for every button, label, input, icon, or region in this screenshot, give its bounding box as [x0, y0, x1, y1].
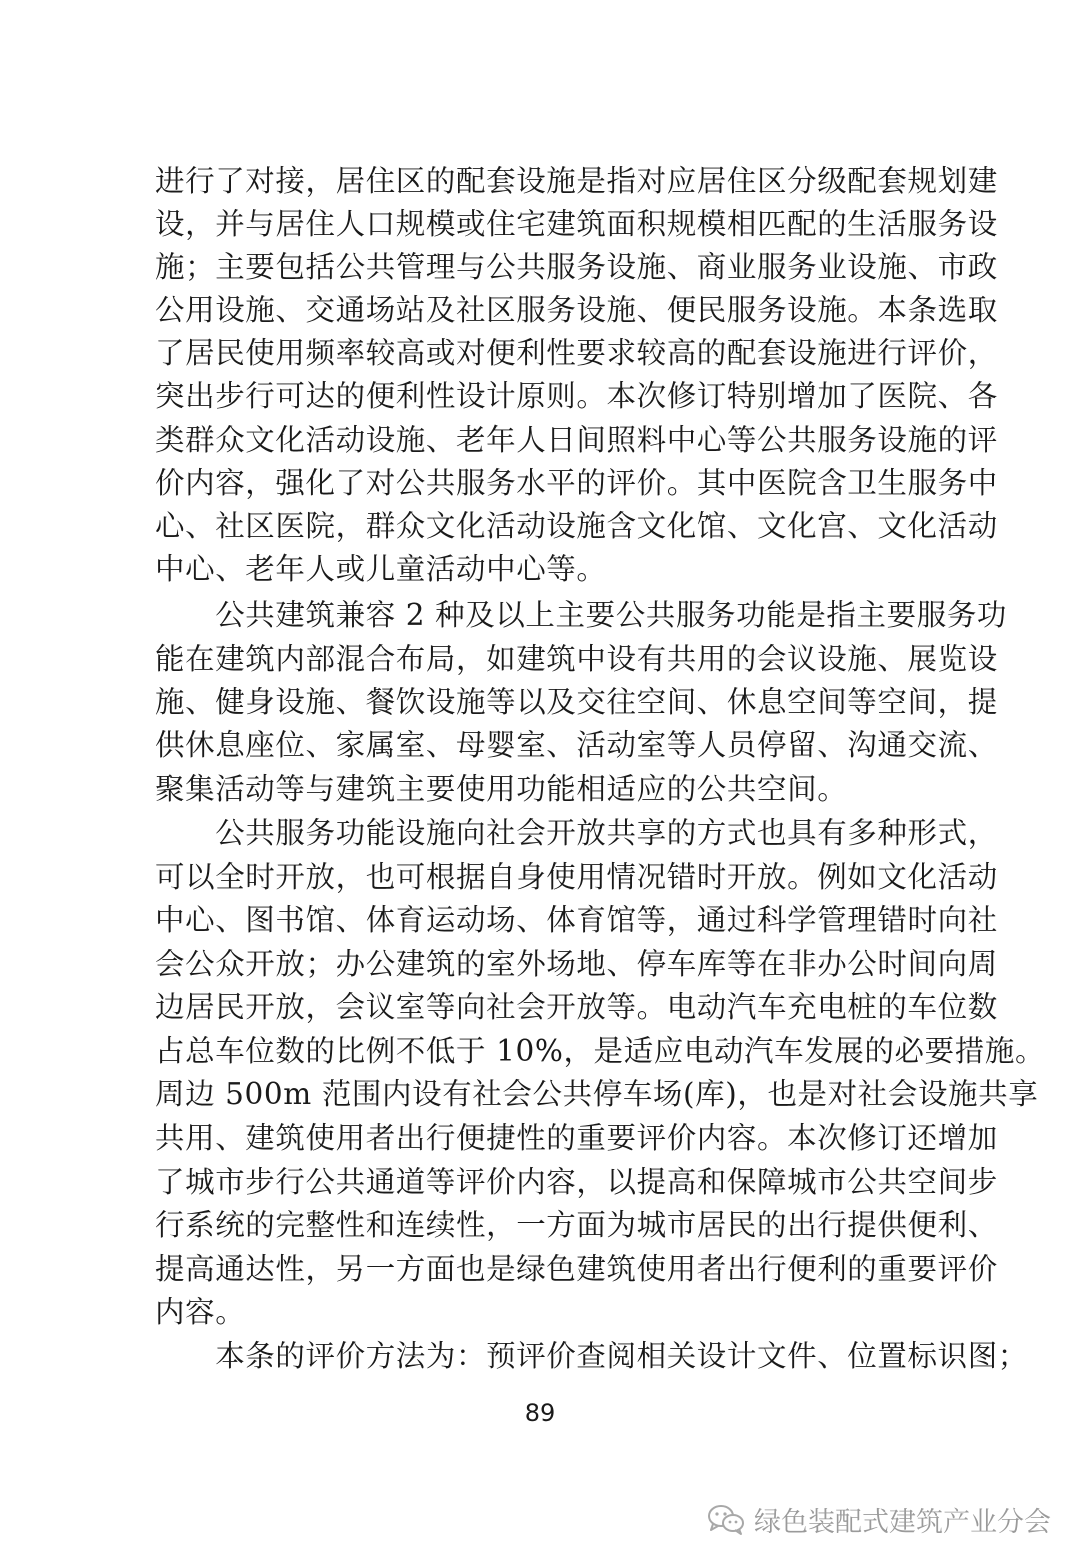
wechat-icon	[706, 1502, 746, 1536]
text-line: 了居民使用频率较高或对便利性要求较高的配套设施进行评价，	[155, 336, 998, 370]
text-line: 心、社区医院，群众文化活动设施含文化馆、文化宫、文化活动	[155, 509, 998, 543]
text-line: 可以全时开放，也可根据自身使用情况错时开放。例如文化活动	[155, 860, 998, 894]
text-line: 周边 500m 范围内设有社会公共停车场(库)，也是对社会设施共享	[155, 1077, 1039, 1111]
text-line: 公共服务功能设施向社会开放共享的方式也具有多种形式，	[155, 816, 998, 850]
text-line: 公用设施、交通场站及社区服务设施、便民服务设施。本条选取	[155, 293, 998, 327]
text-line: 供休息座位、家属室、母婴室、活动室等人员停留、沟通交流、	[155, 728, 998, 762]
text-line: 共用、建筑使用者出行便捷性的重要评价内容。本次修订还增加	[155, 1121, 998, 1155]
text-line: 公共建筑兼容 2 种及以上主要公共服务功能是指主要服务功	[155, 598, 1008, 632]
text-line: 进行了对接，居住区的配套设施是指对应居住区分级配套规划建	[155, 164, 998, 198]
page-number: 89	[524, 1399, 556, 1427]
text-line: 占总车位数的比例不低于 10%，是适应电动汽车发展的必要措施。	[155, 1034, 1046, 1068]
text-line: 设，并与居住人口规模或住宅建筑面积规模相匹配的生活服务设	[155, 207, 998, 241]
text-line: 边居民开放，会议室等向社会开放等。电动汽车充电桩的车位数	[155, 990, 998, 1024]
text-line: 突出步行可达的便利性设计原则。本次修订特别增加了医院、各	[155, 379, 998, 413]
text-line: 能在建筑内部混合布局，如建筑中设有共用的会议设施、展览设	[155, 642, 998, 676]
text-line: 聚集活动等与建筑主要使用功能相适应的公共空间。	[155, 772, 848, 806]
text-line: 会公众开放；办公建筑的室外场地、停车库等在非办公时间向周	[155, 947, 998, 981]
text-line: 本条的评价方法为：预评价查阅相关设计文件、位置标识图；	[155, 1339, 1028, 1373]
watermark-text: 绿色装配式建筑产业分会	[754, 1506, 1051, 1538]
watermark	[706, 1497, 1051, 1541]
text-line: 价内容，强化了对公共服务水平的评价。其中医院含卫生服务中	[155, 466, 998, 500]
text-line: 类群众文化活动设施、老年人日间照料中心等公共服务设施的评	[155, 423, 998, 457]
text-line: 了城市步行公共通道等评价内容，以提高和保障城市公共空间步	[155, 1165, 998, 1199]
text-line: 中心、老年人或儿童活动中心等。	[155, 552, 607, 586]
text-line: 中心、图书馆、体育运动场、体育馆等，通过科学管理错时向社	[155, 903, 998, 937]
text-line: 内容。	[155, 1295, 246, 1329]
text-line: 施；主要包括公共管理与公共服务设施、商业服务业设施、市政	[155, 250, 998, 284]
text-line: 提高通达性，另一方面也是绿色建筑使用者出行便利的重要评价	[155, 1252, 998, 1286]
text-line: 行系统的完整性和连续性，一方面为城市居民的出行提供便利、	[155, 1208, 998, 1242]
text-line: 施、健身设施、餐饮设施等以及交往空间、休息空间等空间，提	[155, 685, 998, 719]
